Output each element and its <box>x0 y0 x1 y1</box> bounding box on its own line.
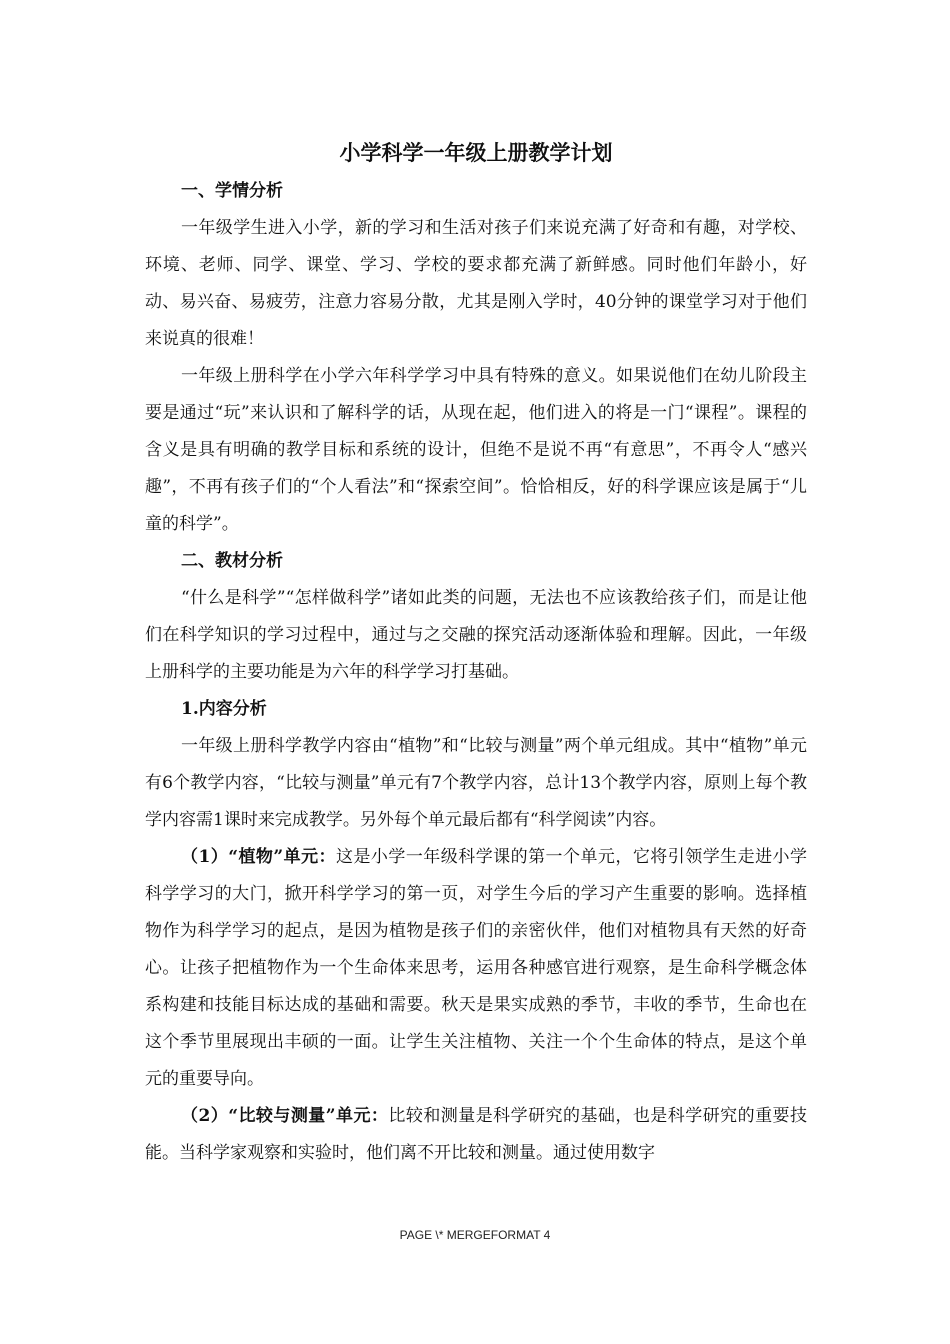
unit-text: 比较和测量是科学研究的基础，也是科学研究的重要技能。当科学家观察和实验时，他们离不开比较和测量。通过使用数字 <box>145 1106 808 1163</box>
paragraph: 一年级上册科学教学内容由“植物”和“比较与测量”两个单元组成。其中“植物”单元有6个教学内容，“比较与测量”单元有7个教学内容，总计13个教学内容，原则上每个教学内容需1课时来完成教学。另外每个单元最后都有“科学阅读”内容。 <box>145 736 807 830</box>
section-heading-2: 二、教材分析 <box>181 551 283 571</box>
unit-text: 这是小学一年级科学课的第一个单元，它将引领学生走进小学科学学习的大门，掀开科学学习的第一页，对学生今后的学习产生重要的影响。选择植物作为科学学习的起点，是因为植物是孩子们的亲密伙伴，他们对植物具有天然的好奇心。让孩子把植物作为一个生命体来思考，运用各种感官进行观察，是生命科学概念体系构建和技能目标达成的基础和需要。秋天是果实成熟的季节，丰收的季节，生命也在这个季节里展现出丰硕的一面。让学生关注植物、关注一个个生命体的特点，是这个单元的重要导向。 <box>145 847 807 1089</box>
unit-label: （2）“比较与测量”单元： <box>181 1106 389 1126</box>
unit-paragraph-1 <box>145 839 807 1098</box>
section-heading-1: 一、学情分析 <box>181 181 283 201</box>
subsection-heading: 1.内容分析 <box>181 699 267 719</box>
unit-paragraph-2 <box>145 1098 807 1172</box>
document-title: 小学科学一年级上册教学计划 <box>339 140 613 165</box>
page-footer: PAGE \* MERGEFORMAT 4 <box>399 1228 551 1242</box>
unit-label: （1）“植物”单元： <box>181 847 336 867</box>
paragraph: 一年级学生进入小学，新的学习和生活对孩子们来说充满了好奇和有趣，对学校、环境、老师、同学、课堂、学习、学校的要求都充满了新鲜感。同时他们年龄小，好动、易兴奋、易疲劳，注意力容易分散，尤其是刚入学时，40分钟的课堂学习对于他们来说真的很难！ <box>145 218 807 349</box>
paragraph: “什么是科学”“怎样做科学”诸如此类的问题，无法也不应该教给孩子们，而是让他们在科学知识的学习过程中，通过与之交融的探究活动逐渐体验和理解。因此，一年级上册科学的主要功能是为六年的科学学习打基础。 <box>145 588 807 682</box>
paragraph: 一年级上册科学在小学六年科学学习中具有特殊的意义。如果说他们在幼儿阶段主要是通过“玩”来认识和了解科学的话，从现在起，他们进入的将是一门“课程”。课程的含义是具有明确的教学目标和系统的设计，但绝不是说不再“有意思”，不再令人“感兴趣”，不再有孩子们的“个人看法”和“探索空间”。恰恰相反，好的科学课应该是属于“儿童的科学”。 <box>145 366 807 534</box>
document-body <box>145 133 807 1172</box>
